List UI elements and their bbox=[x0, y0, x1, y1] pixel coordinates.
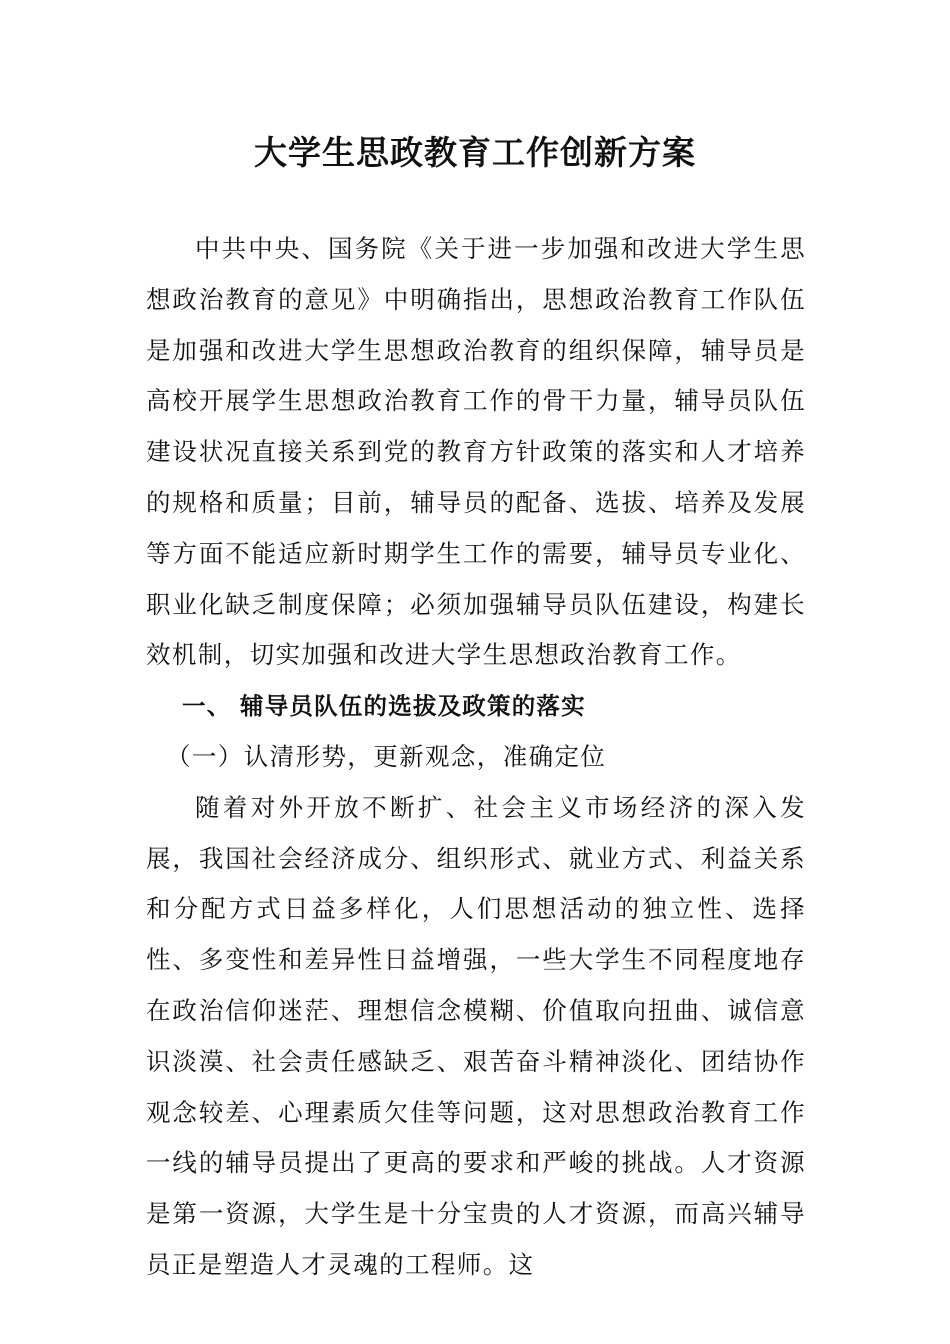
section-1-heading bbox=[146, 681, 806, 732]
section-1-heading-text: 辅导员队伍的选拔及政策的落实 bbox=[240, 692, 586, 721]
document-title: 大学生思政教育工作创新方案 bbox=[254, 133, 696, 172]
intro-paragraph: 中共中央、国务院《关于进一步加强和改进大学生思想政治教育的意见》中明确指出，思想政治教育工作队伍是加强和改进大学生思想政治教育的组织保障，辅导员是高校开展学生思想政治教育工作的骨干力量，辅导员队伍建设状况直接关系到党的教育方针政策的落实和人才培养的规格和质量；目前，辅导员的配备、选拔、培养及发展等方面不能适应新时期学生工作的需要，辅导员专业化、职业化缺乏制度保障；必须加强辅导员队伍建设，构建长效机制，切实加强和改进大学生思想政治教育工作。 bbox=[146, 234, 806, 670]
section-1-number: 一、 bbox=[182, 692, 232, 721]
document-body bbox=[146, 224, 806, 1291]
subsection-1-heading: （一）认清形势，更新观念，准确定位 bbox=[166, 741, 607, 771]
subsection-1-paragraph: 随着对外开放不断扩、社会主义市场经济的深入发展，我国社会经济成分、组织形式、就业方式、利益关系和分配方式日益多样化，人们思想活动的独立性、选择性、多变性和差异性日益增强，一些大学生不同程度地存在政治信仰迷茫、理想信念模糊、价值取向扭曲、诚信意识淡漠、社会责任感缺乏、艰苦奋斗精神淡化、团结协作观念较差、心理素质欠佳等问题，这对思想政治教育工作一线的辅导员提出了更高的要求和严峻的挑战。人才资源是第一资源，大学生是十分宝贵的人才资源，而高兴辅导员正是塑造人才灵魂的工程师。这 bbox=[146, 792, 806, 1279]
